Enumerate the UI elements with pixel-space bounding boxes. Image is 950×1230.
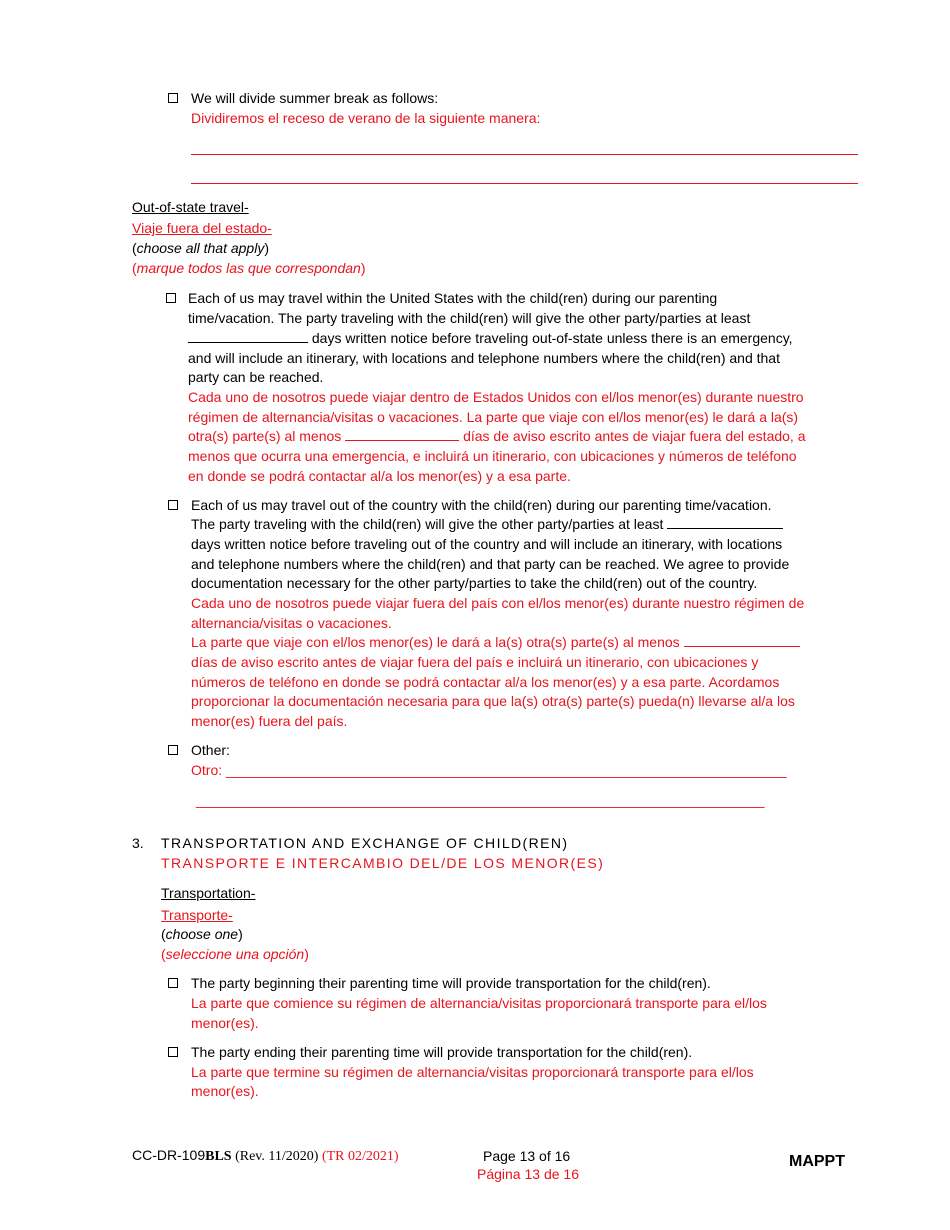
- travel-us-en-line4: and will include an itinerary, with locations and telephone numbers where the child(ren) and that: [188, 350, 780, 366]
- footer-page-es: Página 13 de 16: [477, 1166, 579, 1182]
- travel-us-en-line1: Each of us may travel within the United States with the child(ren) during our parenting: [188, 290, 718, 306]
- transport-instruction-es: (seleccione una opción): [161, 946, 309, 962]
- travel-intl-en-line1: Each of us may travel out of the country with the child(ren) during our parenting time/vacation.: [191, 497, 772, 513]
- travel-instruction-es: (marque todos las que correspondan): [132, 260, 366, 276]
- travel-us-es-line3: otra(s) parte(s) al menos días de aviso escrito antes de viajar fuera del estado, a: [188, 428, 806, 444]
- footer-form-id: [132, 1147, 399, 1165]
- footer-mappt-label: MAPPT: [789, 1153, 845, 1170]
- travel-us-es-line4: menos que ocurra una emergencia, e incluirá un itinerario, con ubicaciones y números de teléfono: [188, 448, 797, 464]
- form-suffix: BLS: [205, 1149, 232, 1164]
- travel-intl-es-line5: números de teléfono en donde se podrá contactar al/a los menor(es) y a esa parte. Acordamos: [191, 674, 780, 690]
- summer-checkbox[interactable]: [168, 93, 178, 103]
- travel-intl-es-line4: días de aviso escrito antes de viajar fuera del país e incluirá un itinerario, con ubicaciones y: [191, 654, 759, 670]
- travel-other-label-en: Other:: [191, 742, 230, 758]
- travel-us-checkbox[interactable]: [166, 293, 176, 303]
- travel-intl-es-line3: La parte que viaje con el/los menor(es) le dará a la(s) otra(s) parte(s) al menos: [191, 632, 800, 652]
- travel-heading-en: Out-of-state travel-: [132, 199, 249, 215]
- travel-intl-es-line6: proporcionar la documentación necesaria para que la(s) otra(s) parte(s) pueda(n) llevarse al/a los: [191, 693, 795, 709]
- transport-ending-es-line2: menor(es).: [191, 1083, 259, 1099]
- travel-other-checkbox[interactable]: [168, 745, 178, 755]
- travel-instruction-en: (choose all that apply): [132, 240, 269, 256]
- travel-intl-en-line5: documentation necessary for the other party/parties to take the child(ren) out of the country.: [191, 575, 758, 591]
- form-translation-revision: (TR 02/2021): [321, 1149, 399, 1164]
- transport-beginning-es-line2: menor(es).: [191, 1015, 259, 1031]
- travel-other-label-es: Otro: ________________________________________________________________________: [191, 762, 787, 778]
- travel-us-days-blank-es[interactable]: [345, 426, 459, 441]
- transport-instruction-en: (choose one): [161, 926, 243, 942]
- travel-other-line-1[interactable]: ________________________________________________________________________: [226, 762, 787, 778]
- travel-us-es-line2: régimen de alternancia/visitas o vacaciones. La parte que viaje con el/los menor(es) le dará a la(s): [188, 409, 799, 425]
- travel-intl-en-line4: and telephone numbers where the child(ren) and that party can be reached. We agree to provide: [191, 556, 790, 572]
- summer-line-1[interactable]: [191, 154, 858, 155]
- travel-intl-en-line2: The party traveling with the child(ren) will give the other party/parties at least: [191, 514, 783, 534]
- travel-intl-checkbox[interactable]: [168, 500, 178, 510]
- transport-ending-es-line1: La parte que termine su régimen de alternancia/visitas proporcionará transporte para el/los: [191, 1064, 754, 1080]
- transport-ending-checkbox[interactable]: [168, 1047, 178, 1057]
- section-3-title-en: TRANSPORTATION AND EXCHANGE OF CHILD(REN): [161, 835, 569, 851]
- travel-intl-days-blank-en[interactable]: [667, 514, 783, 529]
- travel-other-line-2[interactable]: _________________________________________________________________________: [196, 792, 765, 808]
- transport-heading-en: Transportation-: [161, 885, 256, 901]
- travel-heading-es: Viaje fuera del estado-: [132, 220, 272, 236]
- travel-us-es-line1: Cada uno de nosotros puede viajar dentro de Estados Unidos con el/los menor(es) durante nuestro: [188, 389, 804, 405]
- form-prefix: CC-DR-109: [132, 1147, 206, 1163]
- section-3-title-es: TRANSPORTE E INTERCAMBIO DEL/DE LOS MENOR(ES): [161, 855, 605, 871]
- travel-us-es-line5: en donde se podrá contactar al/a los menor(es) y a esa parte.: [188, 468, 571, 484]
- section-3-number: 3.: [132, 835, 144, 851]
- form-revision: (Rev. 11/2020): [231, 1149, 322, 1164]
- travel-us-en-line3: days written notice before traveling out-of-state unless there is an emergency,: [188, 328, 793, 348]
- summer-label-en: We will divide summer break as follows:: [191, 90, 439, 106]
- footer-page-en: Page 13 of 16: [483, 1148, 571, 1164]
- travel-us-days-blank-en[interactable]: [188, 328, 308, 343]
- summer-line-2[interactable]: [191, 183, 858, 184]
- transport-ending-en: The party ending their parenting time will provide transportation for the child(ren).: [191, 1044, 693, 1060]
- transport-beginning-en: The party beginning their parenting time will provide transportation for the child(ren).: [191, 975, 711, 991]
- transport-heading-es: Transporte-: [161, 907, 233, 923]
- travel-us-en-line2: time/vacation. The party traveling with the child(ren) will give the other party/parties at least: [188, 310, 751, 326]
- travel-intl-es-line7: menor(es) fuera del país.: [191, 713, 348, 729]
- summer-label-es: Dividiremos el receso de verano de la siguiente manera:: [191, 110, 541, 126]
- travel-us-en-line5: party can be reached.: [188, 369, 324, 385]
- transport-beginning-checkbox[interactable]: [168, 978, 178, 988]
- transport-beginning-es-line1: La parte que comience su régimen de alternancia/visitas proporcionará transporte para el/los: [191, 995, 767, 1011]
- travel-intl-en-line3: days written notice before traveling out of the country and will include an itinerary, with locations: [191, 536, 783, 552]
- travel-intl-days-blank-es[interactable]: [684, 632, 800, 647]
- travel-intl-es-line1: Cada uno de nosotros puede viajar fuera del país con el/los menor(es) durante nuestro régimen de: [191, 595, 805, 611]
- travel-intl-es-line2: alternancia/visitas o vacaciones.: [191, 615, 392, 631]
